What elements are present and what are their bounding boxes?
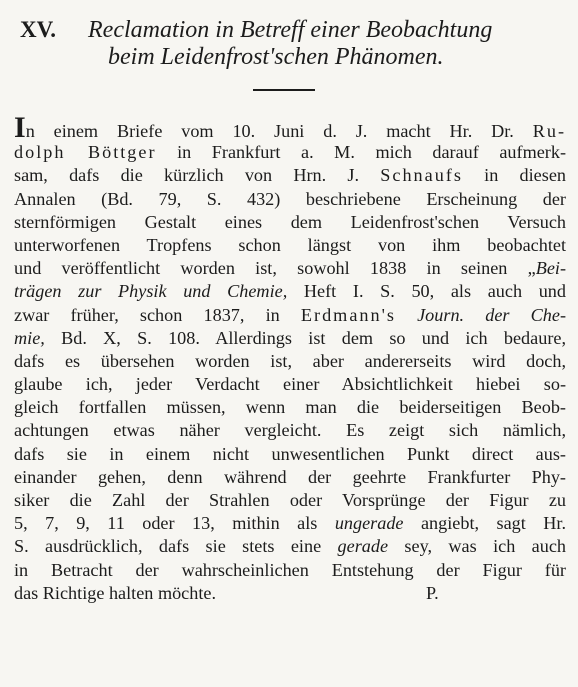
body-line: glaube ich, jeder Verdacht einer Absichtlichkeit hiebei so- <box>14 374 566 395</box>
author-signature: P. <box>426 582 439 603</box>
body-line-last: das Richtige halten möchte. P. <box>14 582 566 605</box>
body-line: mie, Bd. X, S. 108. Allerdings ist dem so und ich bedaure, <box>14 327 566 348</box>
article-body <box>14 111 567 605</box>
body-line: sternförmigen Gestalt eines dem Leidenfrost'schen Versuch <box>14 211 566 232</box>
body-line: In einem Briefe vom 10. Juni d. J. macht Hr. Dr. Ru- <box>14 111 566 144</box>
body-line: zwar früher, schon 1837, in Erdmann's Journ. der Che- <box>14 304 567 325</box>
body-line: unterworfenen Tropfens schon längst von ihm beobachtet <box>14 234 566 255</box>
body-line: in Betracht der wahrscheinlichen Entstehung der Figur für <box>14 559 566 580</box>
section-divider <box>253 89 315 91</box>
body-line: siker die Zahl der Strahlen oder Vorsprünge der Figur zu <box>14 490 566 510</box>
body-line: gleich fortfallen müssen, wenn man die beiderseitigen Beob- <box>14 397 566 418</box>
article-title-line-2: beim Leidenfrost'schen Phänomen. <box>108 44 444 70</box>
article-number: XV. <box>20 17 57 42</box>
body-line: achtungen etwas näher vergleicht. Es zeigt sich nämlich, <box>14 420 566 441</box>
body-line: dafs sie in einem nicht unwesentlichen Punkt direct aus- <box>14 443 566 464</box>
drop-cap: I <box>14 111 26 144</box>
body-line: dafs es übersehen worden ist, aber andererseits wird doch, <box>14 350 566 371</box>
body-line: Annalen (Bd. 79, S. 432) beschriebene Erscheinung der <box>14 188 566 209</box>
body-line: sam, dafs die kürzlich von Hrn. J. Schnaufs in diesen <box>14 165 566 186</box>
article-title-line-1: Reclamation in Betreff einer Beobachtung <box>88 17 493 43</box>
body-line: S. ausdrücklich, dafs sie stets eine gerade sey, was ich auch <box>14 536 566 557</box>
body-line: einander gehen, denn während der geehrte Frankfurter Phy- <box>14 466 566 487</box>
body-line: 5, 7, 9, 11 oder 13, mithin als ungerade angiebt, sagt Hr. <box>14 513 566 534</box>
body-line: und veröffentlicht worden ist, sowohl 1838 in seinen „Bei- <box>14 258 566 279</box>
body-line: dolph Böttger in Frankfurt a. M. mich darauf aufmerk- <box>14 142 566 163</box>
body-line: trägen zur Physik und Chemie, Heft I. S. 50, als auch und <box>14 281 566 302</box>
